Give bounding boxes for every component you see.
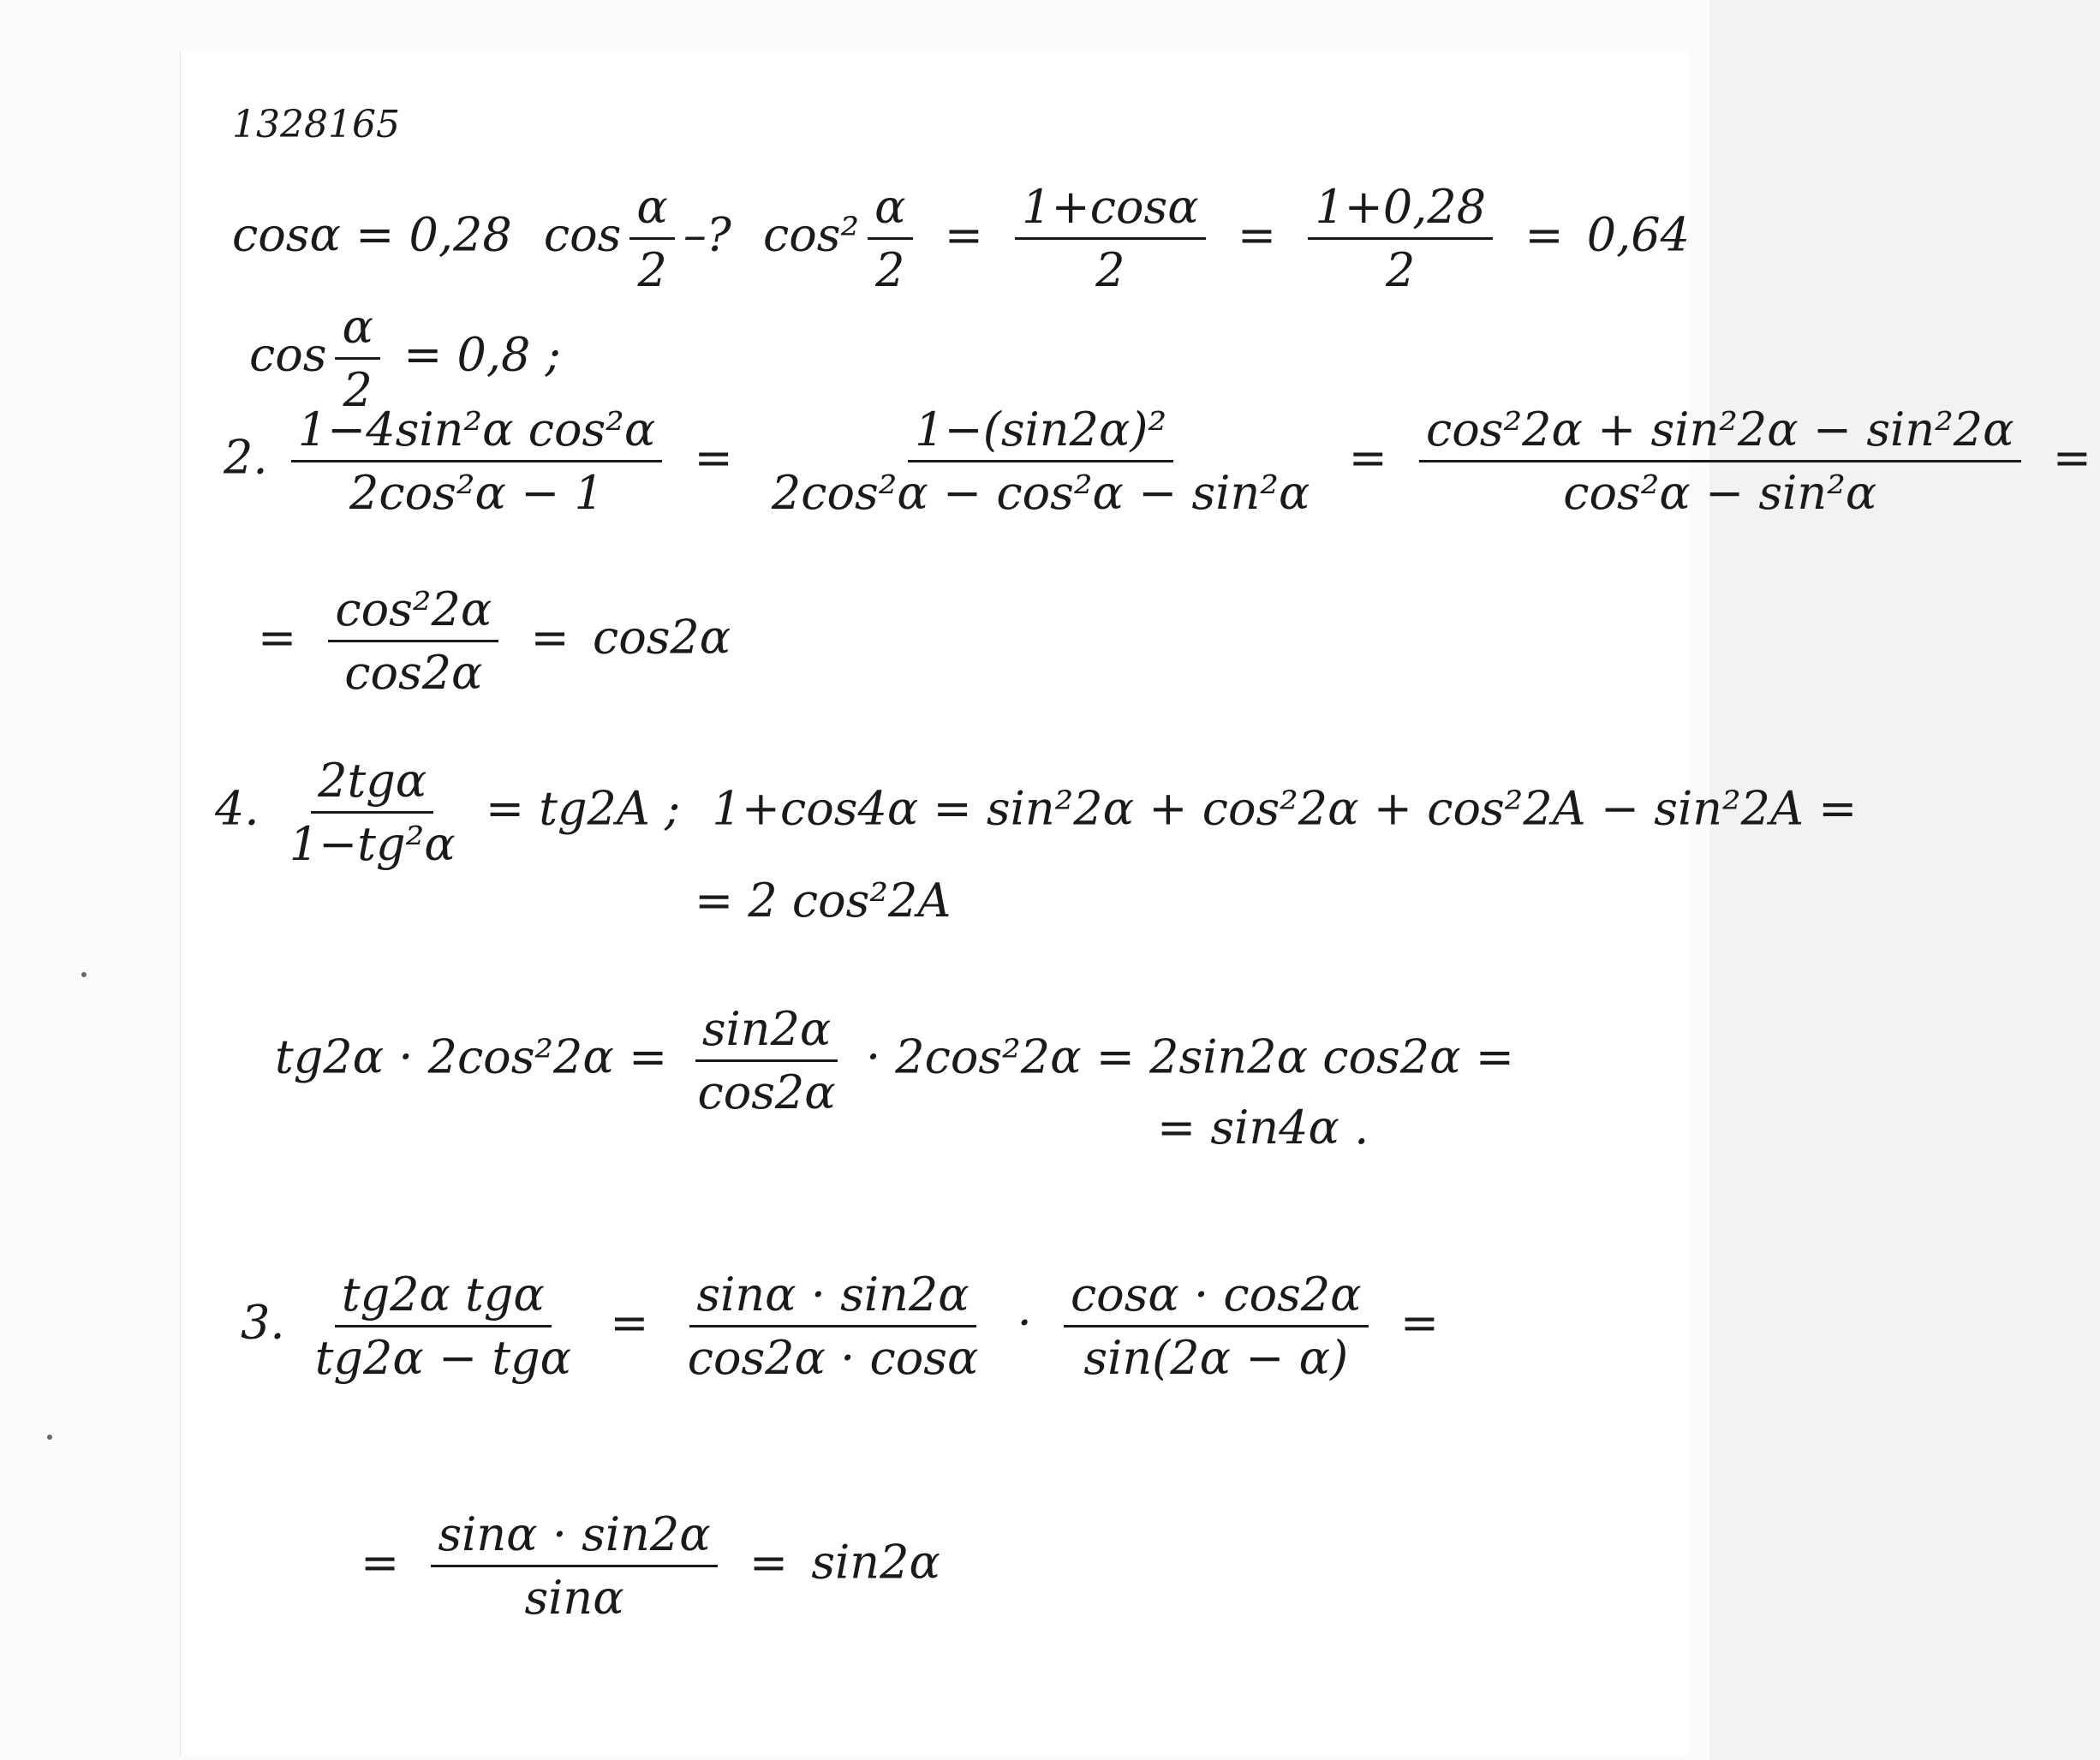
p4-step-rhs: · 2cos²2α = 2sin2α cos2α =	[865, 1029, 1514, 1084]
p4-frac1-num: 2tgα	[311, 754, 433, 814]
p1-lhs-frac	[868, 180, 912, 297]
p1-final-den: 2	[343, 363, 373, 417]
task-id	[232, 103, 400, 146]
p2-frac2	[765, 403, 1317, 520]
p1-find-frac	[629, 180, 674, 297]
p4-step-den: cos2α	[697, 1065, 836, 1119]
p1-final-frac	[335, 300, 379, 417]
p1-frac2-num: 1+0,28	[1308, 180, 1493, 240]
p4-step-result: = sin4α .	[1157, 1101, 1369, 1154]
p1-frac2-den: 2	[1386, 243, 1416, 297]
p4-frac1-den: 1−tg²α	[289, 817, 456, 871]
task-id-text: 1328165	[232, 103, 400, 146]
p1-final-num: α	[335, 300, 379, 360]
p2-frac3-den: cos²α − sin²α	[1563, 466, 1877, 520]
problem4-line2	[695, 874, 951, 928]
p1-lhs-den: 2	[875, 243, 905, 297]
problem4-line1	[215, 754, 1857, 871]
problem3-line2: = $\frac{\sin\alpha \cdot \sin 2\alpha}{\sin\alpha}$ = sin2α	[361, 1507, 940, 1625]
p2-frac3-num: cos²2α + sin²2α − sin²2α	[1419, 403, 2021, 462]
p1-given: cosα = 0,28	[232, 207, 512, 262]
problem2-line1: 2. $\frac{\text{1−4sin²α cos²α}}{\text{2cos²α − 1}}$ = $\frac{\text{1−(sin2α)²}}{\text{2cos²α − cos²α − sin²α}}$ = $\frac{\text{cos²2α + sin²2α − sin²2α}}{\text{cos²α − sin²α}}$ =	[224, 403, 2091, 520]
p3-frac2-den: cos2α · cosα	[687, 1331, 979, 1385]
p4-frac1	[283, 754, 462, 871]
p4-step-lhs: tg2α · 2cos²2α =	[275, 1029, 668, 1084]
p2-frac2-num: 1−(sin2α)²	[908, 403, 1173, 462]
p1-lhs-num: α	[868, 180, 912, 240]
p1-find-prefix: cos	[543, 207, 622, 262]
p1-find-den: 2	[637, 243, 667, 297]
p1-frac1-den: 2	[1095, 243, 1125, 297]
p3-frac2	[681, 1268, 986, 1385]
p2-frac2-den: 2cos²α − cos²α − sin²α	[771, 466, 1310, 520]
problem1-line2	[249, 300, 561, 417]
p4-identity: 1+cos4α = sin²2α + cos²2α + cos²2A − sin²2A =	[712, 781, 1858, 836]
p1-frac2	[1308, 180, 1493, 297]
p1-frac1	[1015, 180, 1206, 297]
p3-frac3-den: sin(2α − α)	[1083, 1331, 1349, 1385]
scan-speck	[81, 972, 87, 977]
p3-result: sin2α	[811, 1535, 940, 1590]
p1-final-prefix: cos	[249, 327, 327, 382]
p3-frac1-num: tg2α tgα	[335, 1268, 552, 1327]
p1-frac1-num: 1+cosα	[1015, 180, 1206, 240]
p2-result: cos2α	[592, 610, 731, 665]
p2-frac1	[291, 403, 663, 520]
p4-step-num: sin2α	[695, 1002, 838, 1062]
p1-final-result: = 0,8 ;	[403, 327, 561, 382]
p2-frac4-num: cos²2α	[328, 582, 498, 642]
notebook-sheet	[180, 51, 2091, 1756]
p4-identity-result: = 2 cos²2A	[695, 874, 952, 928]
p2-number: 2.	[224, 430, 268, 485]
p2-frac4	[328, 582, 498, 700]
problem2-line2: = $\frac{\text{cos²2α}}{\cos 2\alpha}$ = cos2α	[258, 582, 731, 700]
p3-frac3-num: cosα · cos2α	[1064, 1268, 1369, 1327]
p2-frac4-den: cos2α	[344, 646, 483, 700]
p3-frac1-den: tg2α − tgα	[314, 1331, 572, 1385]
p2-frac1-den: 2cos²α − 1	[349, 466, 604, 520]
scan-speck	[47, 1435, 52, 1440]
p3-frac3	[1064, 1268, 1369, 1385]
problem1-line1: cosα = 0,28 cos $\frac{\alpha}{2}$ –? cos² $\frac{\alpha}{2}$ = $\frac{1+\cos\alpha}{2}$ = $\frac{1+0,28}{2}$ = 0,64	[232, 180, 1690, 297]
p1-lhs: cos²	[762, 207, 860, 262]
p4-frac1-result: = tg2A ;	[485, 781, 681, 836]
p3-frac1	[308, 1268, 578, 1385]
p3-number: 3.	[241, 1295, 285, 1350]
problem4-line4	[1157, 1101, 1369, 1154]
p1-result: 0,64	[1586, 207, 1690, 262]
p2-frac3	[1419, 403, 2021, 520]
p3-frac4-num: sinα · sin2α	[431, 1507, 717, 1567]
p1-find-suffix: –?	[683, 207, 731, 262]
p3-frac4	[431, 1507, 717, 1625]
problem3-line1: 3. $\frac{\text{tg2α tgα}}{\text{tg2α − tgα}}$ = $\frac{\sin\alpha \cdot \sin 2\alpha}{\cos 2\alpha \cdot \cos\alpha}$ · $\frac{\cos\alpha \cdot \cos 2\alpha}{\sin(2\alpha - \alpha)}$ =	[241, 1268, 1440, 1385]
p3-frac2-num: sinα · sin2α	[689, 1268, 975, 1327]
p1-find-num: α	[629, 180, 674, 240]
p2-frac1-num: 1−4sin²α cos²α	[291, 403, 663, 462]
p3-frac4-den: sinα	[524, 1571, 624, 1625]
p4-step-frac	[690, 1002, 842, 1119]
p4-number: 4.	[215, 781, 260, 836]
